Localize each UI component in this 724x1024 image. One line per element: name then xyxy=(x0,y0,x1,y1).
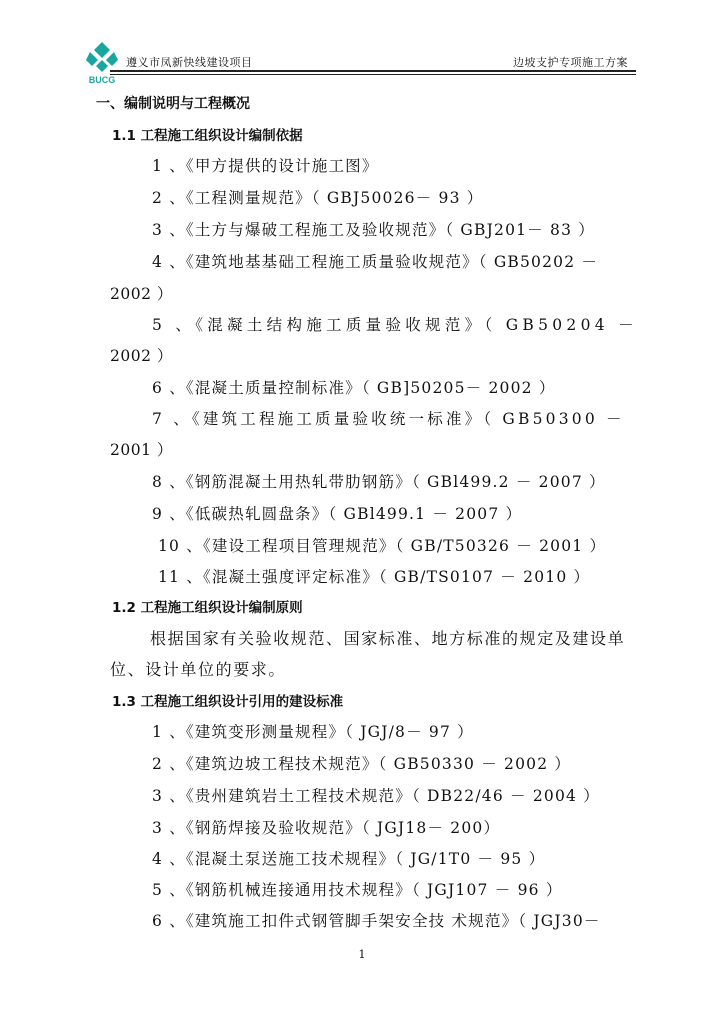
paragraph-line: 根据国家有关验收规范、国家标准、地方标准的规定及建设单 xyxy=(150,629,626,648)
list-item: 3 、《土方与爆破工程施工及验收规范》（ GBJ201－ 83 ） xyxy=(152,221,595,239)
list-item: 6 、《混凝土质量控制标准》（ GB]50205－ 2002 ） xyxy=(152,379,556,397)
list-item: 4 、《建筑地基基础工程施工质量验收规范》（ GB50202 － xyxy=(152,253,599,271)
header-document-title: 边坡支护专项施工方案 xyxy=(513,56,628,69)
list-item-continuation: 2002 ） xyxy=(110,285,173,303)
list-item: 5 、《混凝土结构施工质量验收规范》（ GB50204 － xyxy=(152,316,638,334)
page-number: 1 xyxy=(358,948,366,961)
subsection-heading-1-1: 1.1 工程施工组织设计编制依据 xyxy=(112,128,303,144)
bucg-logo-icon xyxy=(84,40,120,86)
list-item: 3 、《钢筋焊接及验收规范》（ JGJ18－ 200） xyxy=(152,819,501,837)
header-rule-thin xyxy=(110,74,636,75)
subsection-heading-1-3: 1.3 工程施工组织设计引用的建设标准 xyxy=(112,694,344,710)
list-item-continuation: 2001 ） xyxy=(110,441,173,459)
list-item: 1 、《建筑变形测量规程》（ JGJ/8－ 97 ） xyxy=(152,723,474,741)
header-rule xyxy=(110,70,636,72)
paragraph-line: 位、设计单位的要求。 xyxy=(110,660,287,679)
logo-text: BUCG xyxy=(88,75,116,85)
header-project-name: 遵义市凤新快线建设项目 xyxy=(126,56,253,69)
list-item: 2 、《建筑边坡工程技术规范》（ GB50330 － 2002 ） xyxy=(152,755,572,773)
list-item: 11 、《混凝土强度评定标准》（ GB/TS0107 － 2010 ） xyxy=(158,568,591,586)
list-item: 9 、《低碳热轧圆盘条》（ GBl499.1 － 2007 ） xyxy=(152,505,523,523)
list-item: 5 、《钢筋机械连接通用技术规程》（ JGJ107 － 96 ） xyxy=(152,881,563,899)
list-item-continuation: 2002 ） xyxy=(110,347,173,365)
list-item: 10 、《建设工程项目管理规范》（ GB/T50326 － 2001 ） xyxy=(158,537,607,555)
list-item: 4 、《混凝土泵送施工技术规程》（ JG/1T0 － 95 ） xyxy=(152,850,546,868)
subsection-heading-1-2: 1.2 工程施工组织设计编制原则 xyxy=(112,600,303,616)
list-item: 3 、《贵州建筑岩土工程技术规范》（ DB22/46 － 2004 ） xyxy=(152,787,600,805)
list-item: 6 、《建筑施工扣件式钢管脚手架安全技 术规范》（ JGJ30－ xyxy=(152,912,601,930)
list-item: 7 、《建筑工程施工质量验收统一标准》（ GB50300 － xyxy=(152,410,625,428)
list-item: 8 、《钢筋混凝土用热轧带肋钢筋》（ GBl499.2 － 2007 ） xyxy=(152,473,606,491)
list-item: 2 、《工程测量规范》（ GBJ50026－ 93 ） xyxy=(152,189,484,207)
list-item: 1 、《甲方提供的设计施工图》 xyxy=(152,157,379,175)
section-heading: 一、编制说明与工程概况 xyxy=(96,96,250,112)
